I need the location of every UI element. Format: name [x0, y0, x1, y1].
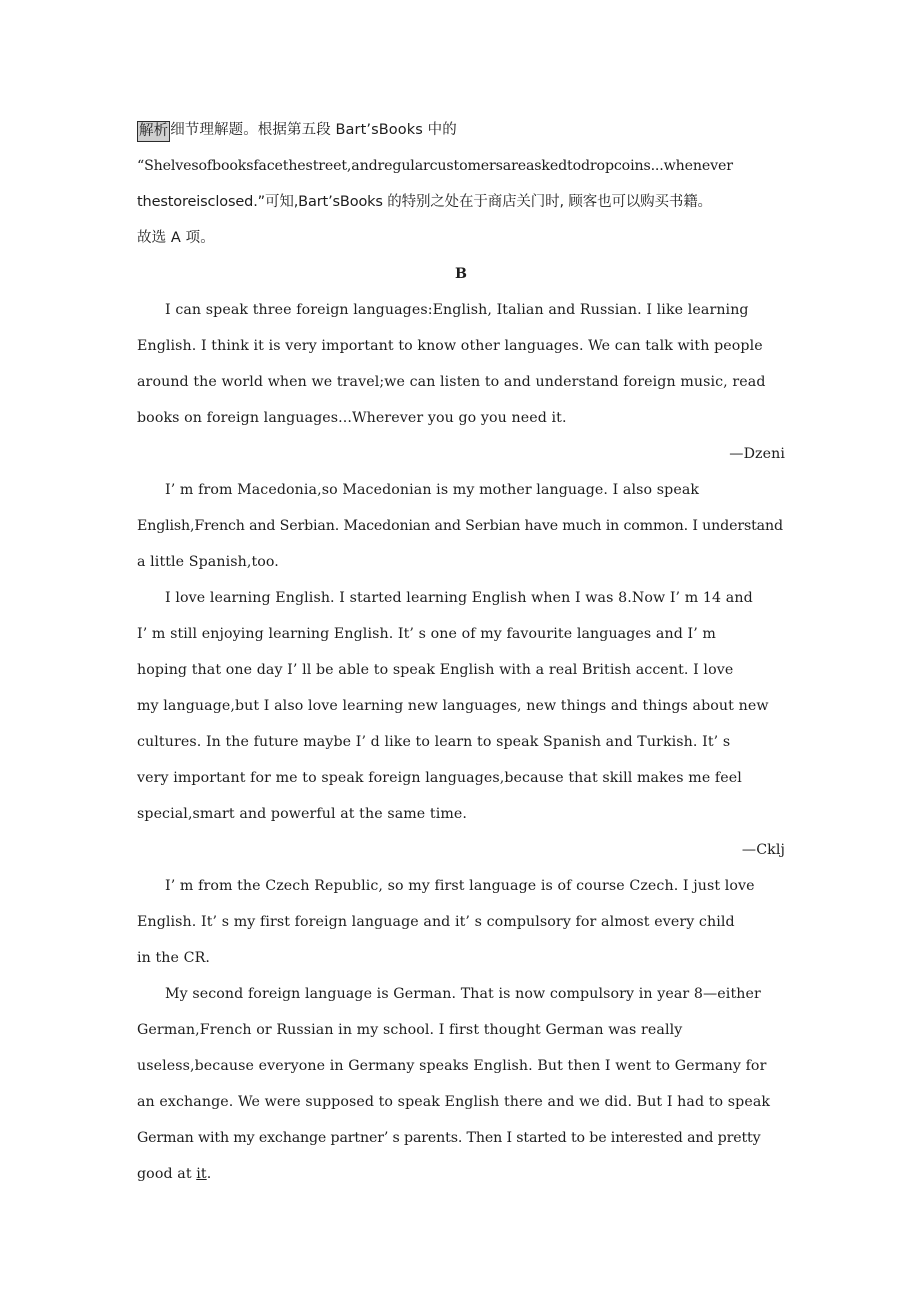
passage-5-underlined-word: it [196, 1166, 207, 1182]
passage-3-line-1-text: I love learning English. I started learning English when I was 8.Now I’ m 14 and [165, 590, 753, 606]
passage-1-line-4-text: books on foreign languages...Wherever you go you need it. [137, 410, 567, 426]
passage-1-line-4 [137, 400, 785, 436]
passage-3-line-5-text: cultures. In the future maybe I’ d like to learn to speak Spanish and Turkish. It’ s [137, 734, 731, 750]
passage-5-line-6-suffix: . [206, 1166, 212, 1182]
analysis-first-line [137, 112, 785, 148]
passage-2-line-3 [137, 544, 785, 580]
passage-2-line-2 [137, 508, 785, 544]
passage-1-line-3-text: around the world when we travel;we can listen to and understand foreign music, read [137, 374, 766, 390]
passage-4-line-1 [137, 868, 785, 904]
passage-1-line-1-text: I can speak three foreign languages:English, Italian and Russian. I like learning [165, 302, 749, 318]
passage-3-line-4-text: my language,but I also love learning new languages, new things and things about new [137, 698, 769, 714]
passage-3-line-2-text: I’ m still enjoying learning English. It’ s one of my favourite languages and I’ m [137, 626, 716, 642]
passage-5-line-1-text: My second foreign language is German. That is now compulsory in year 8—either [165, 986, 761, 1002]
passage-3-line-2 [137, 616, 785, 652]
passage-5-line-6-prefix: good at [137, 1166, 197, 1182]
passage-3-attribution [137, 832, 785, 868]
passage-3-line-6 [137, 760, 785, 796]
section-heading [137, 256, 785, 292]
passage-2-line-3-text: a little Spanish,too. [137, 554, 279, 570]
passage-3-line-1 [137, 580, 785, 616]
analysis-tag-badge: 解析 [137, 121, 170, 142]
section-heading-text: B [454, 266, 468, 282]
passage-2-line-1 [137, 472, 785, 508]
passage-4-line-3-text: in the CR. [137, 950, 210, 966]
passage-1-line-3 [137, 364, 785, 400]
analysis-quote-line-2 [137, 184, 785, 220]
passage-3-line-7-text: special,smart and powerful at the same time. [137, 806, 468, 822]
passage-1-attribution-text: —Dzeni [729, 446, 785, 462]
passage-5-line-4-text: an exchange. We were supposed to speak English there and we did. But I had to speak [137, 1094, 771, 1110]
passage-1-attribution [137, 436, 785, 472]
passage-3-line-5 [137, 724, 785, 760]
analysis-quote-line-2-text: thestoreisclosed.”可知,Bart’sBooks 的特别之处在于商店关门时, 顾客也可以购买书籍。 [137, 194, 712, 210]
passage-2-line-1-text: I’ m from Macedonia,so Macedonian is my mother language. I also speak [165, 482, 700, 498]
passage-1-line-1 [137, 292, 785, 328]
passage-3-line-6-text: very important for me to speak foreign languages,because that skill makes me feel [137, 770, 742, 786]
passage-5-line-4 [137, 1084, 785, 1120]
passage-5-line-5-text: German with my exchange partner’ s parents. Then I started to be interested and pretty [137, 1130, 761, 1146]
passage-4-line-3 [137, 940, 785, 976]
passage-3-line-3 [137, 652, 785, 688]
analysis-first-line-text: 细节理解题。根据第五段 Bart’sBooks 中的 [170, 122, 457, 138]
passage-5-line-2-text: German,French or Russian in my school. I first thought German was really [137, 1022, 683, 1038]
passage-5-line-3 [137, 1048, 785, 1084]
passage-4-line-2 [137, 904, 785, 940]
analysis-quote-line-1 [137, 148, 785, 184]
analysis-conclusion [137, 220, 785, 256]
passage-2-line-2-text: English,French and Serbian. Macedonian and Serbian have much in common. I understand [137, 518, 783, 534]
passage-5-line-3-text: useless,because everyone in Germany speaks English. But then I went to Germany for [137, 1058, 767, 1074]
analysis-conclusion-text: 故选 A 项。 [137, 230, 215, 246]
passage-1-line-2-text: English. I think it is very important to know other languages. We can talk with people [137, 338, 763, 354]
passage-3-line-4 [137, 688, 785, 724]
passage-4-line-1-text: I’ m from the Czech Republic, so my first language is of course Czech. I just love [165, 878, 755, 894]
analysis-quote-line-1-text: “Shelvesofbooksfacethestreet,andregularcustomersareaskedtodropcoins...whenever [137, 158, 733, 174]
passage-3-attribution-text: —Cklj [741, 842, 785, 858]
document-content [137, 112, 785, 1192]
passage-5-line-1 [137, 976, 785, 1012]
passage-1-line-2 [137, 328, 785, 364]
passage-4-line-2-text: English. It’ s my first foreign language and it’ s compulsory for almost every child [137, 914, 735, 930]
passage-3-line-3-text: hoping that one day I’ ll be able to speak English with a real British accent. I love [137, 662, 734, 678]
passage-5-line-5 [137, 1120, 785, 1156]
passage-5-line-2 [137, 1012, 785, 1048]
passage-5-line-6 [137, 1156, 785, 1192]
passage-3-line-7 [137, 796, 785, 832]
